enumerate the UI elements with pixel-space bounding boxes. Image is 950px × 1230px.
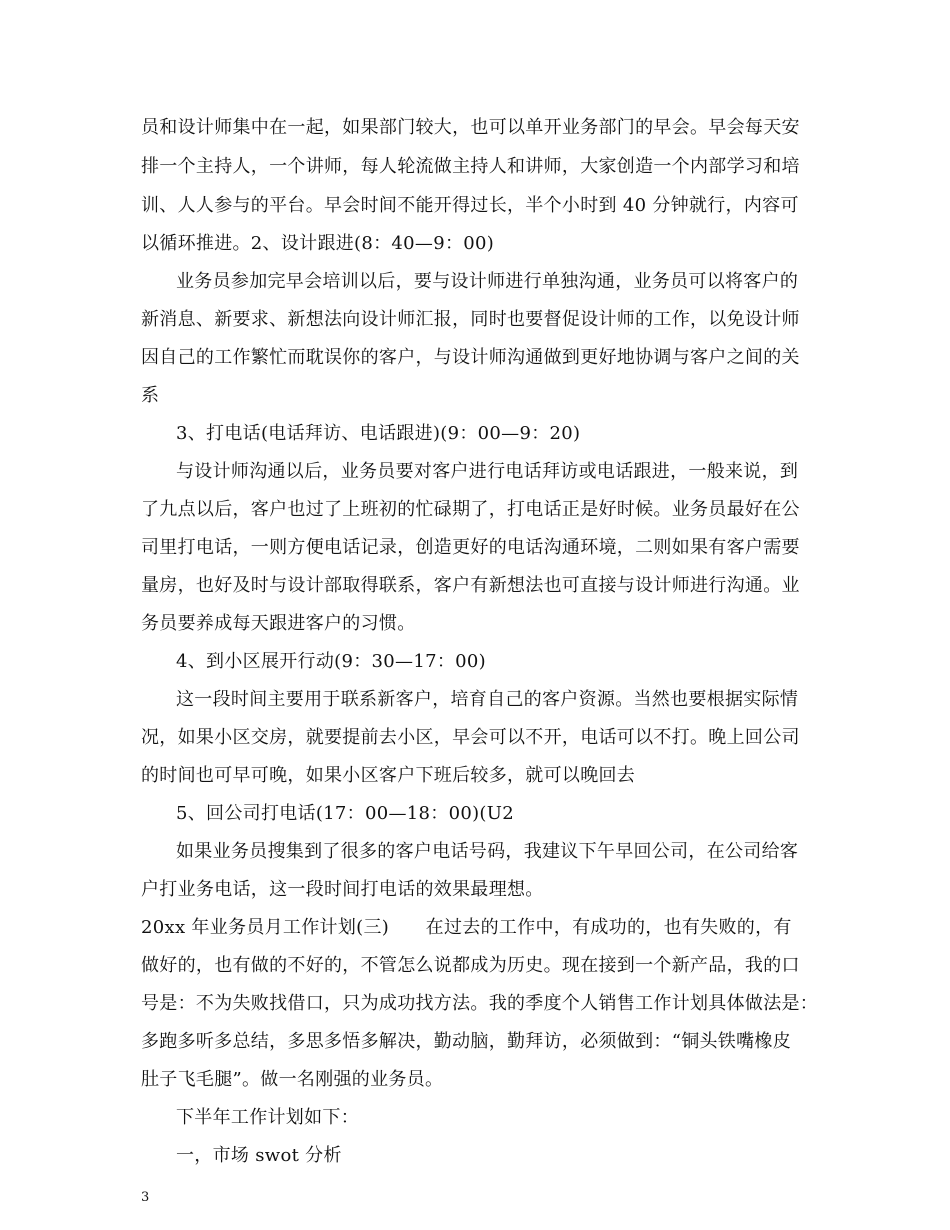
text-line: 量房，也好及时与设计部取得联系，客户有新想法也可直接与设计师进行沟通。业 <box>141 575 800 596</box>
text-line: 排一个主持人，一个讲师，每人轮流做主持人和讲师，大家创造一个内部学习和培 <box>141 156 800 177</box>
text-line: 业务员参加完早会培训以后，要与设计师进行单独沟通，业务员可以将客户的 <box>176 271 799 292</box>
section-heading: 下半年工作计划如下： <box>176 1107 359 1128</box>
text-line: 号是：不为失败找借口，只为成功找方法。我的季度个人销售工作计划具体做法是： <box>141 993 819 1014</box>
text-line: 训、人人参与的平台。早会时间不能开得过长，半个小时到 40 分钟就行，内容可 <box>141 195 799 216</box>
text-line: 况，如果小区交房，就要提前去小区，早会可以不开，电话可以不打。晚上回公司 <box>141 727 800 748</box>
section-heading: 4、到小区展开行动(9：30—17：00) <box>176 651 486 672</box>
text-line: 新消息、新要求、新想法向设计师汇报，同时也要督促设计师的工作，以免设计师 <box>141 309 800 330</box>
text-line: 因自己的工作繁忙而耽误你的客户，与设计师沟通做到更好地协调与客户之间的关 <box>141 347 800 368</box>
text-line: 务员要养成每天跟进客户的习惯。 <box>141 613 416 634</box>
text-line: 多跑多听多总结，多思多悟多解决，勤动脑，勤拜访，必须做到：“铜头铁嘴橡皮 <box>141 1031 791 1052</box>
text-line: 户打业务电话，这一段时间打电话的效果最理想。 <box>141 879 544 900</box>
text-line: 系 <box>141 385 160 406</box>
text-line: 这一段时间主要用于联系新客户，培育自己的客户资源。当然也要根据实际情 <box>176 689 799 710</box>
text-line: 员和设计师集中在一起，如果部门较大，也可以单开业务部门的早会。早会每天安 <box>141 117 800 138</box>
text-line: 20xx 年业务员月工作计划(三) 在过去的工作中，有成功的，也有失败的，有 <box>141 917 792 938</box>
text-line: 与设计师沟通以后，业务员要对客户进行电话拜访或电话跟进，一般来说，到 <box>176 461 799 482</box>
text-line: 司里打电话，一则方便电话记录，创造更好的电话沟通环境，二则如果有客户需要 <box>141 537 800 558</box>
text-line: 如果业务员搜集到了很多的客户电话号码，我建议下午早回公司，在公司给客 <box>176 841 799 862</box>
page-number: 3 <box>141 1190 150 1205</box>
text-line: 的时间也可早可晚，如果小区客户下班后较多，就可以晚回去 <box>141 765 636 786</box>
text-line: 了九点以后，客户也过了上班初的忙碌期了，打电话正是好时候。业务员最好在公 <box>141 499 800 520</box>
section-heading: 一，市场 swot 分析 <box>176 1145 342 1166</box>
text-line: 做好的，也有做的不好的，不管怎么说都成为历史。现在接到一个新产品，我的口 <box>141 955 800 976</box>
section-heading: 5、回公司打电话(17：00—18：00)(U2 <box>176 803 514 824</box>
text-line: 以循环推进。2、设计跟进(8：40—9：00) <box>141 233 495 254</box>
section-heading: 3、打电话(电话拜访、电话跟进)(9：00—9：20) <box>176 423 581 444</box>
text-line: 肚子飞毛腿”。做一名刚强的业务员。 <box>141 1069 444 1090</box>
